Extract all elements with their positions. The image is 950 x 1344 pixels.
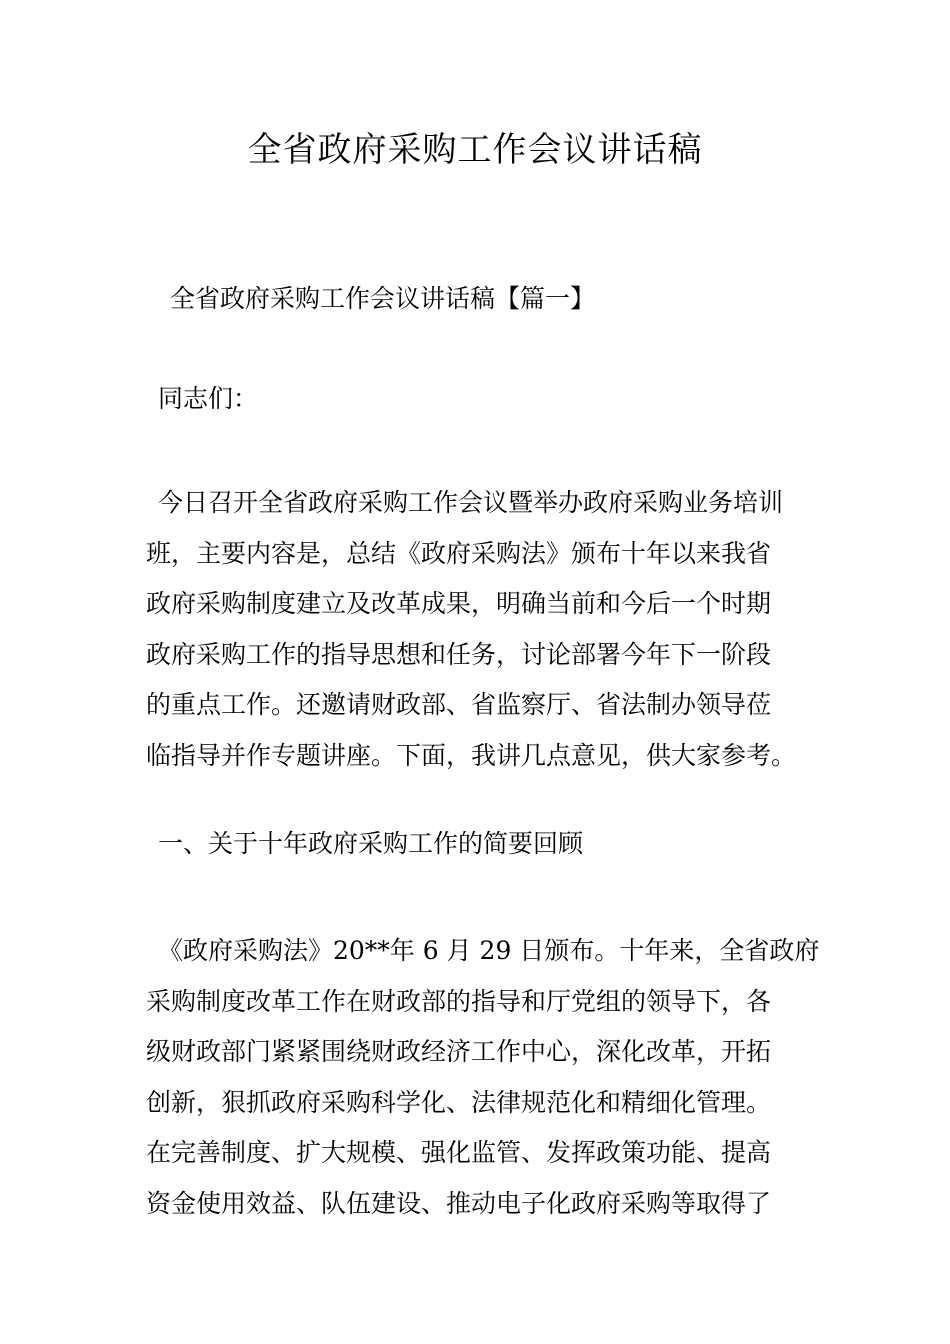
paragraph-line: 临指导并作专题讲座。下面，我讲几点意见，供大家参考。	[146, 740, 797, 770]
paragraph-line: 创新，狠抓政府采购科学化、法律规范化和精细化管理。	[146, 1087, 772, 1117]
section-heading: 一、关于十年政府采购工作的简要回顾	[158, 829, 584, 858]
paragraph-line: 政府采购工作的指导思想和任务，讨论部署今年下一阶段	[146, 639, 772, 669]
paragraph-line: 政府采购制度建立及改革成果，明确当前和今后一个时期	[146, 589, 772, 618]
document-title: 全省政府采购工作会议讲话稿	[247, 130, 703, 170]
paragraph-line: 资金使用效益、队伍建设、推动电子化政府采购等取得了	[146, 1188, 772, 1218]
greeting: 同志们：	[158, 384, 259, 413]
paragraph-line: 在完善制度、扩大规模、强化监管、发挥政策功能、提高	[146, 1138, 772, 1167]
document-subtitle: 全省政府采购工作会议讲话稿【篇一】	[170, 284, 596, 313]
paragraph-line: 《政府采购法》20**年 6 月 29 日颁布。十年来，全省政府	[158, 936, 820, 965]
paragraph-line: 今日召开全省政府采购工作会议暨举办政府采购业务培训	[158, 488, 784, 517]
paragraph-review	[146, 926, 820, 1229]
paragraph-line: 班，主要内容是，总结《政府采购法》颁布十年以来我省	[146, 538, 772, 568]
paragraph-line: 采购制度改革工作在财政部的指导和厅党组的领导下，各	[146, 986, 772, 1016]
paragraph-intro	[146, 478, 810, 781]
paragraph-line: 的重点工作。还邀请财政部、省监察厅、省法制办领导莅	[146, 690, 772, 719]
paragraph-line: 级财政部门紧紧围绕财政经济工作中心，深化改革，开拓	[146, 1037, 772, 1066]
